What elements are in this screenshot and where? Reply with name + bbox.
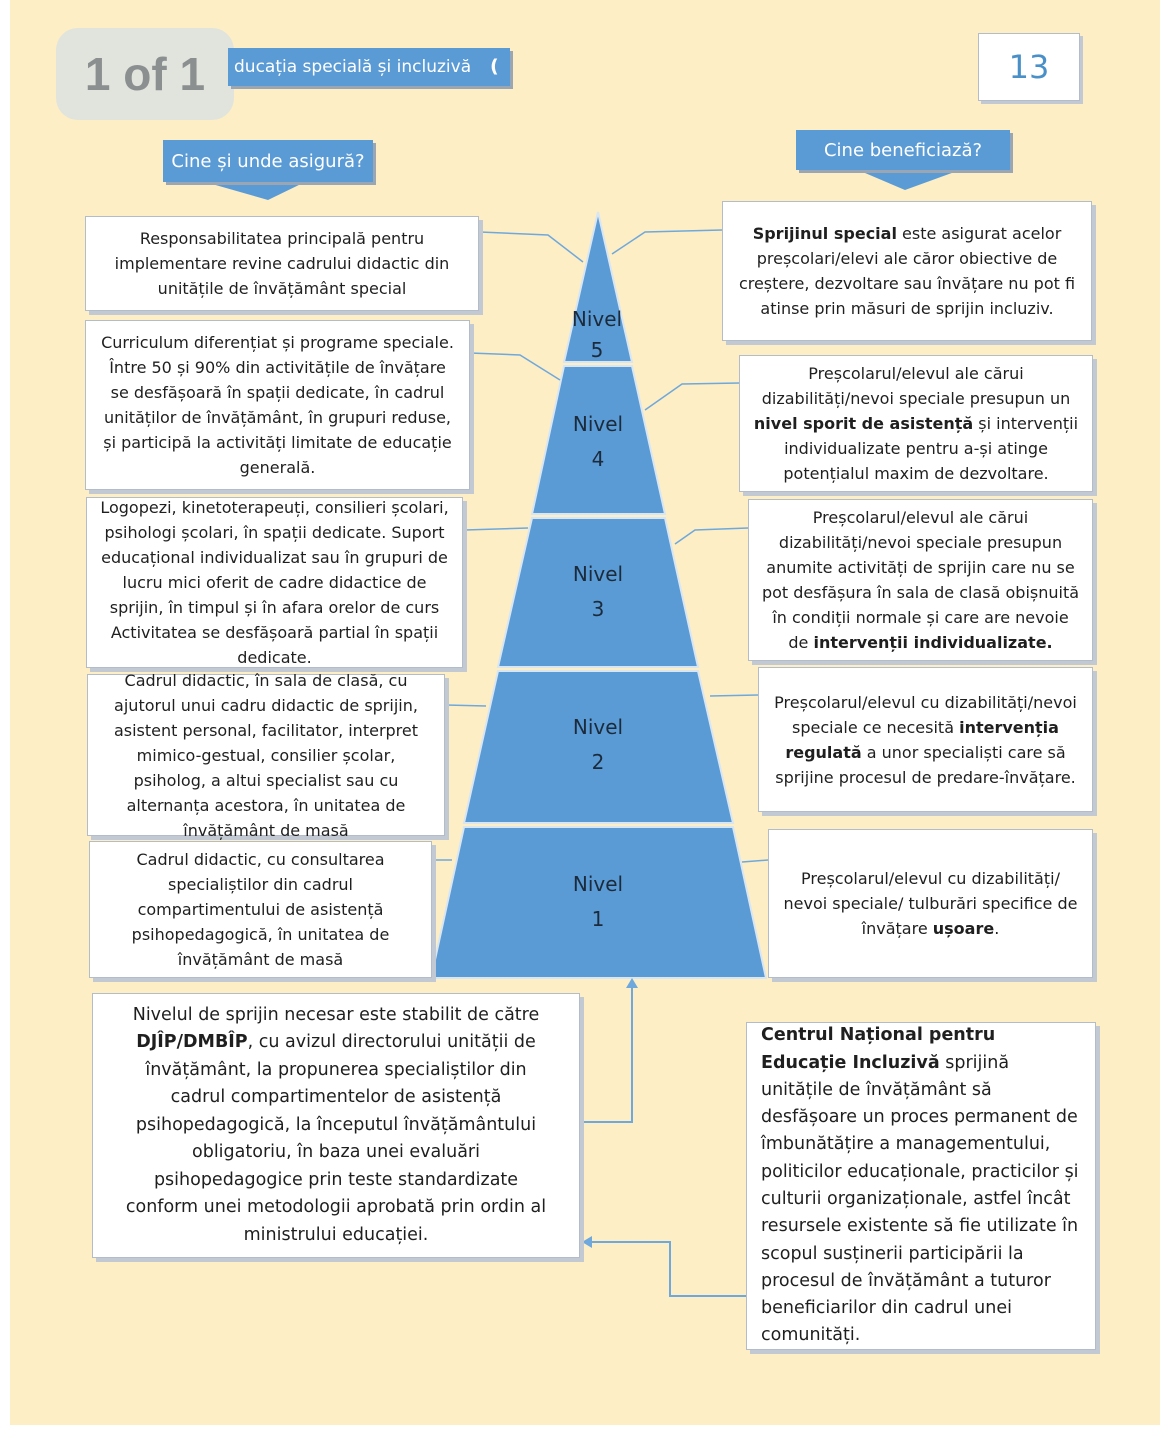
right-box-bold: ușoare: [932, 919, 995, 938]
right-box-text: [781, 866, 1080, 941]
bottom-left-post: , cu avizul directorului unității de învățământ, la propunerea specialiștilor din cadrul compartimentelor de asistență psihopedagogică, la începutul învățământului obligatoriu, în baza unei evaluări psihopedagogice prin teste standardizate conform unei metodologii aprobată prin ordin al ministrului educației.: [125, 1032, 547, 1245]
left-box-level-4: [85, 320, 470, 490]
right-box-bold: Sprijinul special: [752, 224, 897, 243]
right-box-text: [771, 690, 1080, 790]
level-number: 1: [591, 907, 605, 931]
level-word: Nivel: [572, 715, 624, 739]
callout-beneficiaries: [796, 130, 1010, 170]
level-label-4: [558, 407, 638, 477]
callout-who-where: [163, 140, 373, 182]
page-counter: 1 of 1: [56, 28, 234, 120]
right-box-level-5: [722, 201, 1092, 341]
callout-who-where-text: Cine și unde asigură?: [171, 150, 365, 172]
level-label-5: [557, 302, 637, 368]
bottom-right-box: [746, 1022, 1096, 1350]
right-callout-pointer: [858, 170, 960, 190]
arrow-left-head: [582, 1236, 592, 1248]
left-box-text: Cadrul didactic, cu consultarea specialiștilor din cadrul compartimentului de asistență psihopedagogică, în unitatea de învățământ de masă: [131, 850, 390, 969]
right-box-post: este asigurat acelor preșcolari/elevi ale căror obiective de creștere, dezvoltare sau învățare nu pot fi atinse prin măsuri de sprijin incluziv.: [738, 224, 1076, 318]
connector-left-3: [465, 528, 528, 530]
arrow-to-bottom-left: [590, 1242, 748, 1296]
level-word: Nivel: [572, 412, 624, 436]
right-box-level-2: [758, 667, 1093, 812]
connector-left-2: [446, 705, 486, 706]
connector-right-2: [710, 695, 758, 696]
left-box-text: Cadrul didactic, în sala de clasă, cu ajutorul unui cadru didactic de sprijin, asistent personal, facilitator, interpret mimico-gestual, consilier școlar, psiholog, a altui specialist sau cu alternanța acestora, în unitatea de învățământ de masă: [113, 670, 419, 840]
right-box-post: și intervenții individualizate pentru a-și atinge potențialul maxim de dezvoltare.: [783, 414, 1079, 483]
bottom-left-bold: DJÎP/DMBÎP: [136, 1032, 248, 1053]
arrow-to-pyramid: [580, 986, 632, 1122]
right-box-pre: Preșcolarul/elevul cu dizabilități/nevoi speciale ce necesită: [774, 692, 1077, 737]
left-box-level-5: [85, 216, 479, 311]
left-box-level-1: [89, 841, 432, 978]
level-word: Nivel: [572, 872, 624, 896]
bottom-left-box: [92, 993, 580, 1258]
left-box-text: Responsabilitatea principală pentru implementare revine cadrului didactic din unitățile de învățământ special: [114, 229, 450, 298]
left-callout-pointer: [205, 182, 305, 200]
level-number: 2: [591, 750, 605, 774]
header-title: ducația specială și incluzivă: [234, 57, 472, 77]
left-box-level-2: [87, 670, 445, 840]
bottom-right-post: sprijină unitățile de învățământ să desfășoare un proces permanent de îmbunătățire a managementului, politicilor educaționale, practicilor și culturii organizaționale, astfel încât resursele existente să fie utilizate în scopul susținerii participării la procesul de învățământ a tuturor beneficiarilor din cadrul unei comunități.: [761, 1052, 1079, 1346]
level-label-3: [558, 557, 638, 627]
callout-beneficiaries-text: Cine beneficiază?: [823, 139, 983, 161]
connector-left-4: [470, 353, 560, 380]
right-box-level-1: [768, 829, 1093, 978]
left-box-text: Logopezi, kinetoterapeuți, consilieri școlari, psihologi școlari, în spații dedicate. Suport educațional individualizat sau în grupuri de lucru mici oferit de cadre didactice de sprijin, în timpul și în afara orelor de curs Activitatea se desfășoară partial în spații dedicate.: [100, 498, 449, 667]
level-label-2: [558, 710, 638, 780]
page-number: 13: [978, 33, 1080, 101]
bottom-left-text: [117, 1002, 555, 1250]
right-box-text: [735, 221, 1079, 321]
level-number: 5: [590, 338, 604, 362]
connector-right-4: [645, 383, 740, 410]
right-box-pre: Preșcolarul/elevul ale cărui dizabilități/nevoi speciale presupun anumite activități de sprijin care nu se pot desfășura în sala de clasă obișnuită în condiții normale și care are nevoie de: [761, 508, 1080, 652]
bottom-right-text: [761, 1022, 1081, 1350]
right-box-text: [752, 361, 1080, 486]
right-box-text: [761, 505, 1080, 655]
level-number: 3: [591, 597, 605, 621]
level-word: Nivel: [571, 307, 623, 331]
connector-right-5: [612, 230, 722, 254]
right-box-post: .: [994, 919, 1000, 938]
chevron-left-icon: ❪: [486, 56, 502, 77]
right-box-level-4: [739, 355, 1093, 492]
arrow-up-head: [626, 978, 638, 988]
right-box-pre: Preșcolarul/elevul cu dizabilități/ nevoi speciale/ tulburări specifice de învățare: [783, 869, 1078, 938]
connector-right-1: [742, 860, 768, 862]
right-box-bold: intervenția regulată: [785, 717, 1059, 762]
level-number: 4: [591, 447, 605, 471]
right-box-bold: intervenții individualizate.: [813, 633, 1053, 652]
right-box-post: a unor specialiști care să sprijine procesul de predare-învățare.: [775, 742, 1076, 787]
bottom-right-bold: Centrul Național pentru Educație Incluzivă: [761, 1025, 996, 1073]
bottom-left-pre: Nivelul de sprijin necesar este stabilit de către: [132, 1004, 540, 1025]
level-label-1: [558, 867, 638, 937]
left-box-level-3: [86, 497, 463, 668]
right-box-pre: Preșcolarul/elevul ale cărui dizabilități/nevoi speciale presupun un: [761, 364, 1071, 408]
connector-right-3: [675, 528, 748, 544]
right-box-bold: nivel sporit de asistență: [753, 414, 974, 433]
right-box-level-3: [748, 499, 1093, 661]
level-word: Nivel: [572, 562, 624, 586]
left-box-text: Curriculum diferențiat și programe speciale. Între 50 și 90% din activitățile de învățare se desfășoară în spații dedicate, în cadrul unităților de învățământ, în grupuri reduse, și participă la activități limitate de educație generală.: [101, 333, 454, 477]
connector-left-5: [480, 232, 583, 262]
